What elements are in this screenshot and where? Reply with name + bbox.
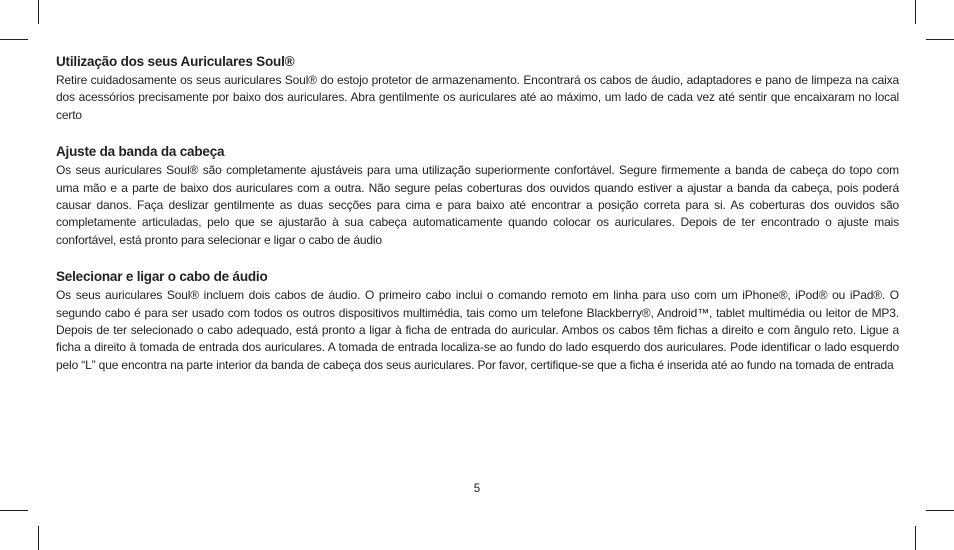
- section-paragraph: Retire cuidadosamente os seus auriculares Soul® do estojo protetor de armazenamento. Encontrará os cabos de áudio, adaptadores e pano de limpeza na caixa dos acessórios precisamente por baixo dos auriculares. Abra gentilmente os auriculares até ao máximo, um lado de cada vez até sentir que encaixaram no local certo: [56, 73, 899, 122]
- crop-mark-top-left-horizontal: [0, 39, 28, 40]
- section-usage: [56, 52, 899, 124]
- crop-mark-top-right-horizontal: [926, 39, 954, 40]
- section-title: Utilização dos seus Auriculares Soul®: [56, 54, 295, 69]
- section-paragraph: Os seus auriculares Soul® incluem dois cabos de áudio. O primeiro cabo inclui o comando remoto em linha para uso com um iPhone®, iPod® ou iPad®. O segundo cabo é para ser usado com todos os outros dispositivos multimédia, tais como um telefone Blackberry®, Android™, tablet multimédia ou leitor de MP3. Depois de ter selecionado o cabo adequado, está pronto a ligar à ficha de entrada do auricular. Ambos os cabos têm fichas a direito e com ângulo reto. Ligue a ficha a direito à tomada de entrada dos auriculares. A tomada de entrada localiza-se ao fundo do lado esquerdo dos auriculares. Pode identificar o lado esquerdo pelo “L” que encontra na parte interior da banda de cabeça dos seus auriculares. Por favor, certifique-se que a ficha é inserida até ao fundo na tomada de entrada: [56, 288, 899, 372]
- crop-mark-bottom-left-horizontal: [0, 510, 28, 511]
- crop-mark-bottom-left-vertical: [38, 526, 39, 550]
- crop-mark-bottom-right-horizontal: [926, 510, 954, 511]
- crop-mark-bottom-right-vertical: [915, 526, 916, 550]
- section-title: Selecionar e ligar o cabo de áudio: [56, 269, 268, 285]
- page-content: [56, 52, 899, 392]
- page-number: 5: [473, 483, 481, 495]
- section-paragraph: Os seus auriculares Soul® são completamente ajustáveis para uma utilização superiormente confortável. Segure firmemente a banda de cabeça do topo com uma mão e a parte de baixo dos auriculares com a outra. Não segure pelas coberturas dos ouvidos quando estiver a ajustar a banda da cabeça, pois poderá causar danos. Faça deslizar gentilmente as duas secções para cima e para baixo até encontrar a posição correta para si. As coberturas dos ouvidos são completamente articuladas, pelo que se ajustarão à sua cabeça automaticamente quando colocar os auriculares. Depois de ter encontrado o ajuste mais confortável, está pronto para selecionar e ligar o cabo de áudio: [56, 163, 899, 247]
- section-audio-cable: [56, 267, 899, 374]
- section-headband-adjustment: [56, 142, 899, 249]
- crop-mark-top-left-vertical: [38, 0, 39, 24]
- crop-mark-top-right-vertical: [915, 0, 916, 24]
- section-title: Ajuste da banda da cabeça: [56, 144, 225, 160]
